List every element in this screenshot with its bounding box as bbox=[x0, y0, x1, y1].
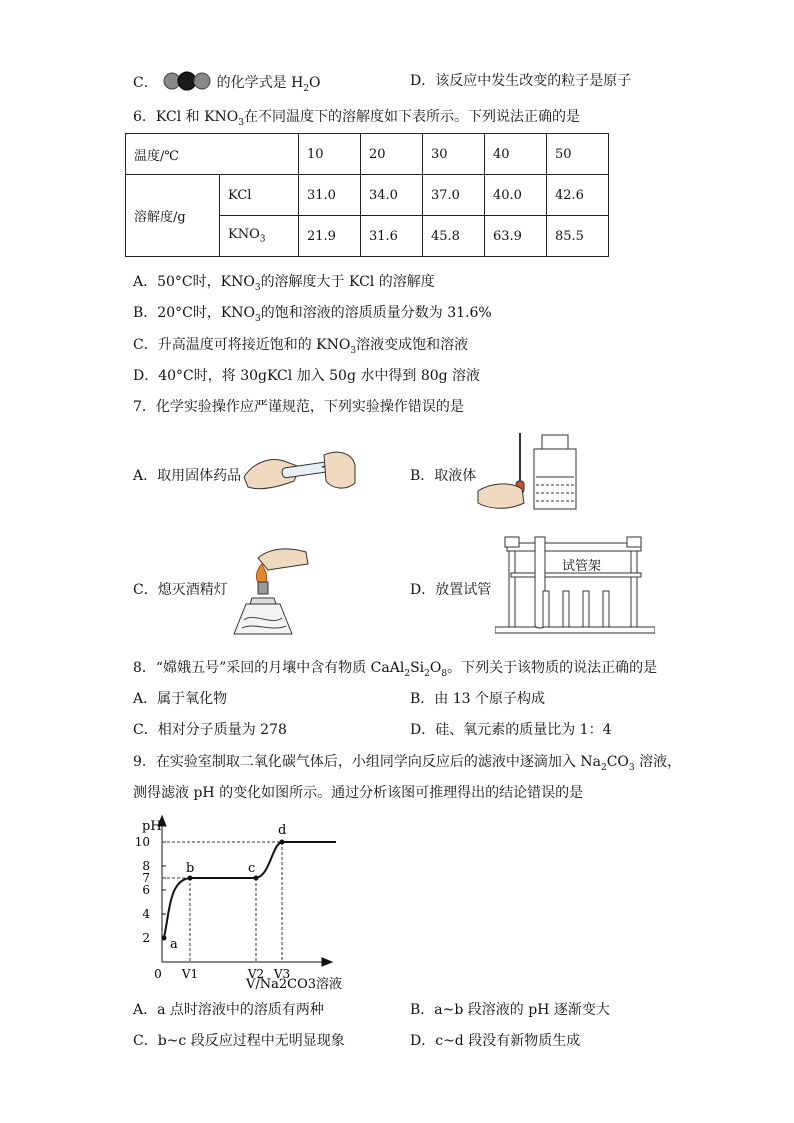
q9-option-b: B．a~b 段溶液的 pH 逐渐变大 bbox=[410, 1002, 610, 1018]
test-tube-rack-figure bbox=[495, 533, 655, 635]
y-axis-label: pH bbox=[142, 819, 162, 834]
x-tick-label: V2 bbox=[247, 967, 265, 981]
kno3-cell: 85.5 bbox=[547, 216, 609, 257]
kno3-cell: 63.9 bbox=[485, 216, 547, 257]
x-tick-label: V3 bbox=[273, 967, 291, 981]
kcl-cell: 42.6 bbox=[547, 175, 609, 216]
dropper-figure bbox=[476, 431, 580, 511]
q8-option-c: C．相对分子质量为 278 bbox=[133, 722, 287, 738]
q9-stem-line2: 测得滤液 pH 的变化如图所示。通过分析该图可推理得出的结论错误的是 bbox=[133, 785, 584, 801]
q8-option-a: A．属于氧化物 bbox=[133, 691, 228, 707]
data-point bbox=[254, 876, 259, 881]
kcl-cell: 40.0 bbox=[485, 175, 547, 216]
temp-cell: 10 bbox=[299, 134, 361, 175]
temp-cell: 20 bbox=[361, 134, 423, 175]
data-point bbox=[188, 876, 193, 881]
q6-option-d: D．40°C时，将 30gKCl 加入 50g 水中得到 80g 溶液 bbox=[133, 368, 481, 384]
q6-option-c: C．升高温度可将接近饱和的 $KNO_3$溶液变成饱和溶液 bbox=[133, 337, 469, 356]
temp-cell: 40 bbox=[485, 134, 547, 175]
q7-option-d: D．放置试管 bbox=[410, 582, 492, 598]
y-tick-label: 10 bbox=[134, 835, 150, 849]
temp-cell: 50 bbox=[547, 134, 609, 175]
q8-stem: 8．“嫦娥五号”采回的月壤中含有物质 $CaAl_2Si_2O_8$。下列关于该物质的说法正确的是 bbox=[133, 660, 658, 679]
kcl-cell: 37.0 bbox=[423, 175, 485, 216]
kcl-label: KCl bbox=[220, 175, 299, 216]
kno3-label: $KNO_3$ bbox=[220, 216, 299, 257]
q6-option-a: A．50°C时，$KNO_3$的溶解度大于 KCl 的溶解度 bbox=[133, 274, 435, 293]
temp-label: 温度/℃ bbox=[126, 134, 299, 175]
kno3-cell: 31.6 bbox=[361, 216, 423, 257]
kcl-cell: 31.0 bbox=[299, 175, 361, 216]
q6-option-b: B．20°C时，$KNO_3$的饱和溶液的溶质质量分数为 31.6% bbox=[133, 305, 492, 324]
q9-option-d: D．c~d 段没有新物质生成 bbox=[410, 1033, 581, 1049]
q9-stem-line1: 9．在实验室制取二氧化碳气体后，小组同学向反应后的滤液中逐滴加入 $Na_2CO_3$ 溶液， bbox=[133, 754, 682, 773]
q8-option-b: B．由 13 个原子构成 bbox=[410, 691, 546, 707]
q8-option-d: D．硅、氧元素的质量比为 1：4 bbox=[410, 722, 612, 738]
point-label: d bbox=[278, 823, 287, 838]
data-point bbox=[280, 840, 285, 845]
temp-cell: 30 bbox=[423, 134, 485, 175]
q7-option-c: C．熄灭酒精灯 bbox=[133, 582, 228, 598]
y-tick-label: 7 bbox=[142, 871, 150, 885]
y-tick-label: 4 bbox=[142, 907, 150, 921]
x-axis-label: V/Na2CO3溶液 bbox=[246, 977, 343, 992]
x-tick-label: 0 bbox=[154, 967, 162, 981]
q7-option-a: A．取用固体药品 bbox=[133, 468, 242, 484]
q7-option-b: B．取液体 bbox=[410, 468, 477, 484]
solubility-table bbox=[125, 133, 609, 257]
q9-option-a: A．a 点时溶液中的溶质有两种 bbox=[133, 1002, 324, 1018]
q5-option-d: D．该反应中发生改变的粒子是原子 bbox=[410, 73, 632, 89]
solid-reagent-figure bbox=[242, 447, 357, 495]
ph-chart bbox=[130, 812, 350, 992]
q6-stem: 6．KCl 和 $KNO_3$在不同温度下的溶解度如下表所示。下列说法正确的是 bbox=[133, 109, 581, 128]
data-point bbox=[162, 936, 167, 941]
y-tick-label: 2 bbox=[142, 931, 150, 945]
molecule-icon bbox=[162, 71, 212, 91]
y-tick-label: 6 bbox=[142, 883, 150, 897]
rack-label: 试管架 bbox=[562, 559, 602, 574]
point-label: b bbox=[186, 861, 195, 876]
x-tick-label: V1 bbox=[181, 967, 199, 981]
kno3-cell: 21.9 bbox=[299, 216, 361, 257]
kcl-cell: 34.0 bbox=[361, 175, 423, 216]
y-tick-label: 8 bbox=[142, 859, 150, 873]
q9-option-c: C．b~c 段反应过程中无明显现象 bbox=[133, 1033, 345, 1049]
x-axis-arrow bbox=[322, 958, 332, 966]
point-label: c bbox=[248, 861, 256, 876]
solubility-label: 溶解度/g bbox=[126, 175, 220, 257]
q5-option-c: C． 的化学式是 $H_2O$ bbox=[133, 71, 321, 99]
q7-stem: 7．化学实验操作应严谨规范，下列实验操作错误的是 bbox=[133, 399, 464, 415]
kno3-cell: 45.8 bbox=[423, 216, 485, 257]
point-label: a bbox=[170, 937, 178, 952]
alcohol-lamp-figure bbox=[228, 542, 310, 638]
